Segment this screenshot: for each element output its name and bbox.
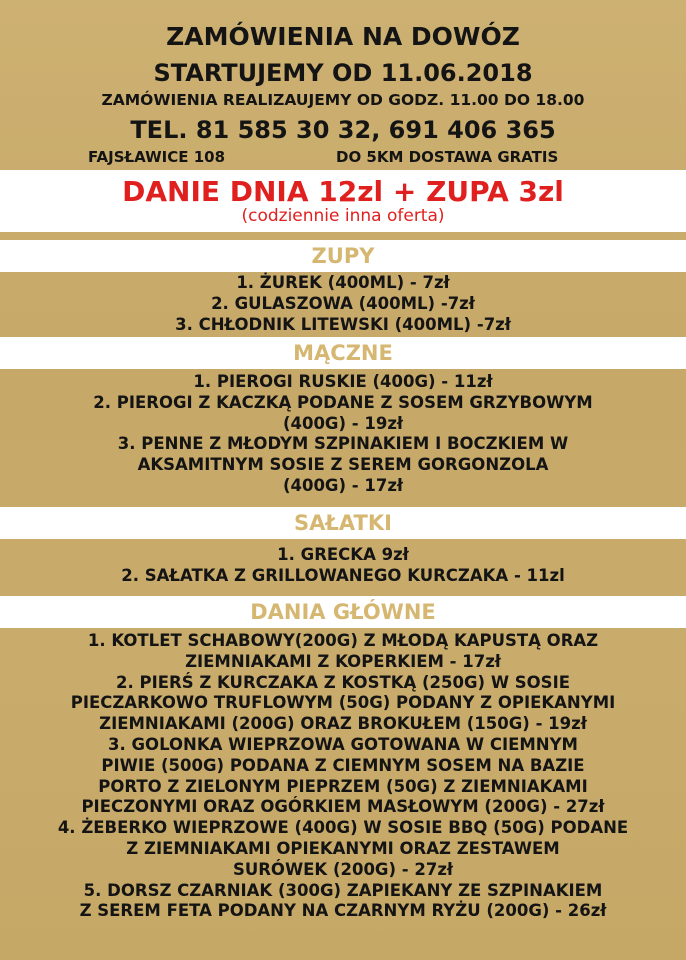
menu-line: ZIEMNIAKAMI (200G) ORAZ BROKUŁEM (150G) - 19zł (99, 714, 587, 734)
section-items-glowne (0, 631, 686, 922)
section-items-salatki (0, 545, 686, 587)
section-header-maczne: MĄCZNE (0, 337, 686, 369)
phone-numbers: TEL. 81 585 30 32, 691 406 365 (130, 116, 556, 144)
menu-line: 3. CHŁODNIK LITEWSKI (400ML) -7zł (175, 314, 511, 334)
section-header-zupy: ZUPY (0, 240, 686, 272)
menu-line: (400G) - 19zł (282, 413, 404, 433)
menu-line: 1. KOTLET SCHABOWY(200G) Z MŁODĄ KAPUSTĄ ORAZ (87, 631, 599, 650)
daily-special-note: (codziennie inna oferta) (241, 206, 445, 226)
section-header-salatki: SAŁATKI (0, 507, 686, 539)
menu-line: (400G) - 17zł (282, 475, 404, 495)
menu-line: 1. PIEROGI RUSKIE (400G) - 11zł (193, 372, 493, 391)
section-header-glowne: DANIA GŁÓWNE (0, 596, 686, 628)
daily-special-band (0, 170, 686, 232)
menu-line: Z ZIEMNIAKAMI OPIEKANYMI ORAZ ZESTAWEM (126, 838, 560, 858)
section-items-maczne (0, 372, 686, 497)
menu-line: 2. PIEROGI Z KACZKĄ PODANE Z SOSEM GRZYBOWYM (93, 392, 593, 412)
daily-special-title: DANIE DNIA 12zl + ZUPA 3zl (122, 175, 564, 208)
section-items-zupy (0, 273, 686, 335)
menu-line: 3. PENNE Z MŁODYM SZPINAKIEM I BOCZKIEM W (117, 434, 569, 454)
menu-line: PIWIE (500G) PODANA Z CIEMNYM SOSEM NA BAZIE (101, 755, 585, 775)
menu-line: Z SEREM FETA PODANY NA CZARNYM RYŻU (200G) - 26zł (79, 901, 607, 921)
menu-line: PORTO Z ZIELONYM PIEPRZEM (50G) Z ZIEMNIAKAMI (98, 776, 588, 796)
menu-line: 2. GULASZOWA (400ML) -7zł (211, 293, 475, 313)
delivery-info: DO 5KM DOSTAWA GRATIS (336, 148, 559, 166)
poster-title: ZAMÓWIENIA NA DOWÓZ (166, 22, 520, 51)
menu-line: 4. ŻEBERKO WIEPRZOWE (400G) W SOSIE BBQ (50G) PODANE (57, 818, 629, 838)
menu-line: PIECZONYMI ORAZ OGÓRKIEM MASŁOWYM (200G) - 27zł (81, 797, 605, 817)
menu-line: 1. GRECKA 9zł (277, 545, 409, 564)
menu-line: SURÓWEK (200G) - 27zł (232, 859, 454, 879)
menu-line: 2. SAŁATKA Z GRILLOWANEGO KURCZAKA - 11zl (121, 565, 565, 585)
menu-line: 3. GOLONKA WIEPRZOWA GOTOWANA W CIEMNYM (108, 734, 578, 754)
menu-line: 2. PIERŚ Z KURCZAKA Z KOSTKĄ (250G) W SOSIE (116, 672, 570, 692)
menu-line: 5. DORSZ CZARNIAK (300G) ZAPIEKANY ZE SZPINAKIEM (83, 880, 603, 900)
order-hours: ZAMÓWIENIA REALIZAUJEMY OD GODZ. 11.00 DO 18.00 (101, 91, 585, 109)
address: FAJSŁAWICE 108 (88, 148, 225, 166)
menu-line: PIECZARKOWO TRUFLOWYM (50G) PODANY Z OPIEKANYMI (70, 693, 616, 713)
start-date: STARTUJEMY OD 11.06.2018 (153, 59, 533, 87)
menu-line: AKSAMITNYM SOSIE Z SEREM GORGONZOLA (137, 455, 549, 475)
menu-line: 1. ŻUREK (400ML) - 7zł (236, 273, 450, 292)
menu-line: ZIEMNIAKAMI Z KOPERKIEM - 17zł (185, 651, 501, 671)
